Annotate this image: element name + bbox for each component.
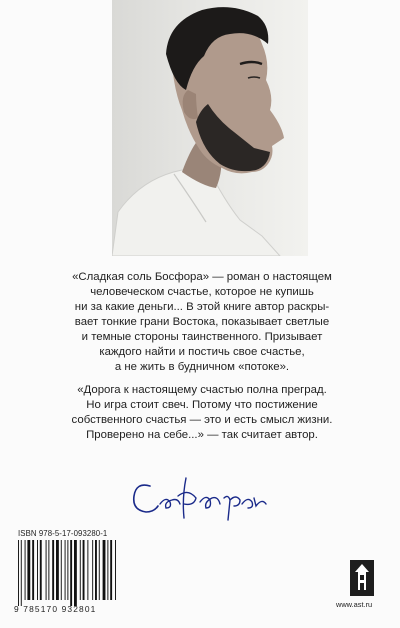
barcode-bar <box>61 540 62 600</box>
blurb-line: а не жить в будничном «потоке». <box>114 361 290 373</box>
barcode-bar <box>21 540 22 606</box>
blurb-line: Но игра стоит свеч. Потому что постижение <box>86 399 318 411</box>
barcode-bar <box>40 540 42 600</box>
barcode-bar <box>32 540 34 600</box>
barcode-bar <box>67 540 68 600</box>
blurb-line: каждого найти и постичь свое счастье, <box>99 346 305 358</box>
barcode-bar <box>25 540 26 600</box>
blurb-line: и темные стороны таинственного. Призывает <box>81 331 323 343</box>
barcode-bar <box>18 540 19 606</box>
barcode-bar <box>110 540 112 600</box>
barcode-bar <box>83 540 85 600</box>
barcode-bar <box>56 540 59 600</box>
blurb-line: «Дорога к настоящему счастью полна преград. <box>77 384 327 396</box>
blurb-paragraph-1 <box>18 270 386 375</box>
barcode-bar <box>95 540 97 600</box>
barcode-bar <box>46 540 47 600</box>
barcode-bar <box>70 540 72 606</box>
publisher-url: www.ast.ru <box>336 600 373 609</box>
barcode-bar <box>37 540 38 600</box>
barcode <box>16 540 116 608</box>
barcode-bar <box>48 540 49 600</box>
barcode-bar <box>103 540 106 600</box>
barcode-bar <box>92 540 93 600</box>
barcode-bar <box>80 540 81 600</box>
blurb-line: Проверено на себе...» — так считает автор. <box>86 429 318 441</box>
author-signature <box>124 468 276 524</box>
ast-tower-logo-icon <box>350 560 374 596</box>
blurb-line: вает тонкие грани Востока, показывает светлые <box>74 316 330 328</box>
blurb-line: «Сладкая соль Босфора» — роман о настоящем <box>72 271 332 283</box>
blurb-paragraph-2 <box>18 383 386 443</box>
barcode-bar <box>107 540 108 600</box>
barcode-bar <box>27 540 30 600</box>
barcode-bar <box>65 540 66 600</box>
barcode-digits: 9 785170 932801 <box>14 604 97 614</box>
barcode-bar <box>99 540 100 600</box>
author-photo <box>112 0 308 256</box>
blurb-line: ни за какие деньги... В этой книге автор раскры- <box>74 301 330 313</box>
barcode-bar <box>115 540 116 600</box>
barcode-bar <box>74 540 77 606</box>
blurb-line: собственного счастья — это и есть смысл жизни. <box>71 414 333 426</box>
isbn-label: ISBN 978-5-17-093280-1 <box>18 529 108 538</box>
barcode-bar <box>87 540 88 600</box>
barcode-bar <box>52 540 54 600</box>
blurb-line: человеческом счастье, которое не купишь <box>90 286 314 298</box>
